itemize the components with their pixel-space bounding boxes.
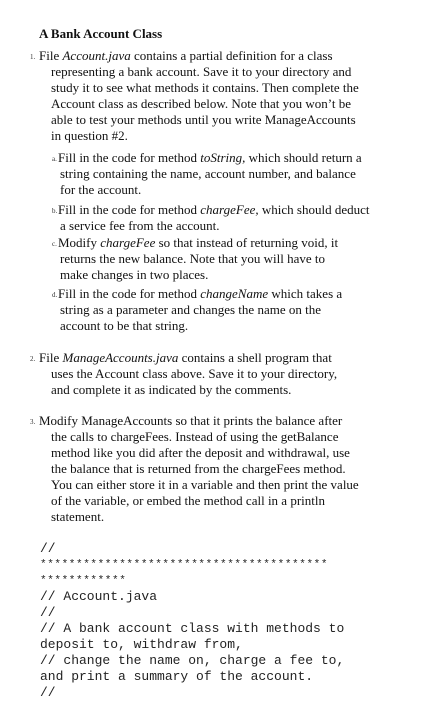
item-d-line-3: account to be that string.: [60, 318, 189, 333]
code-line: //: [40, 685, 56, 700]
question-3-text: [39, 413, 359, 525]
code-line: and print a summary of the account.: [40, 669, 314, 684]
question-1-line-3: study it to see what methods it contains. Then complete the: [51, 80, 359, 95]
question-1-line-2: representing a bank account. Save it to your directory and: [51, 64, 352, 79]
item-c-marker: c.: [52, 240, 57, 248]
item-b-line-2: a service fee from the account.: [60, 218, 220, 233]
code-line: ****************************************: [40, 559, 329, 571]
code-line: //: [40, 605, 56, 620]
item-a-line-3: for the account.: [60, 182, 142, 197]
item-c-text: [58, 235, 338, 283]
question-3-line-1: Modify ManageAccounts so that it prints the balance after: [39, 413, 343, 428]
code-line: deposit to, withdraw from,: [40, 637, 243, 652]
item-c-line-1: Modify chargeFee so that instead of returning void, it: [58, 235, 339, 250]
item-b-line-1: Fill in the code for method chargeFee, which should deduct: [58, 202, 370, 217]
item-b-marker: b.: [52, 207, 58, 215]
item-c-line-3: make changes in two places.: [60, 267, 209, 282]
code-listing: [40, 541, 344, 701]
item-d-line-2: string as a parameter and changes the name on the: [60, 302, 321, 317]
item-b-text: [58, 202, 369, 234]
item-d-line-1: Fill in the code for method changeName which takes a: [58, 286, 343, 301]
question-2-line-3: and complete it as indicated by the comments.: [51, 382, 292, 397]
question-3-line-3: method like you did after the deposit and withdrawal, use: [51, 445, 350, 460]
item-c-line-2: returns the new balance. Note that you will have to: [60, 251, 325, 266]
question-1-text: [39, 48, 359, 144]
question-1-line-6: in question #2.: [51, 128, 128, 143]
code-line: ************: [40, 575, 127, 587]
code-line: //: [40, 541, 56, 556]
item-d-marker: d.: [52, 291, 58, 299]
page-title: A Bank Account Class: [39, 26, 163, 41]
question-1-line-1: File Account.java contains a partial definition for a class: [39, 48, 333, 63]
question-2-line-1: File ManageAccounts.java contains a shell program that: [39, 350, 332, 365]
item-a-marker: a.: [52, 155, 57, 163]
question-1-line-5: able to test your methods until you write ManageAccounts: [51, 112, 356, 127]
code-line: // Account.java: [40, 589, 158, 604]
question-3-number: 3.: [30, 418, 36, 426]
question-3-line-7: statement.: [51, 509, 105, 524]
question-1-line-4: Account class as described below. Note that you won’t be: [51, 96, 352, 111]
question-2-number: 2.: [30, 355, 36, 363]
question-3-line-6: of the variable, or embed the method call in a println: [51, 493, 325, 508]
item-d-text: [58, 286, 342, 334]
code-line: // change the name on, charge a fee to,: [40, 653, 345, 668]
question-2-text: [39, 350, 337, 398]
question-1-number: 1.: [30, 53, 36, 61]
question-3-line-5: You can either store it in a variable and then print the value: [51, 477, 359, 492]
question-2-line-2: uses the Account class above. Save it to your directory,: [51, 366, 338, 381]
question-3-line-4: the balance that is returned from the chargeFees method.: [51, 461, 346, 476]
code-line: // A bank account class with methods to: [40, 621, 345, 636]
item-a-line-1: Fill in the code for method toString, which should return a: [58, 150, 362, 165]
question-3-line-2: the calls to chargeFees. Instead of using the getBalance: [51, 429, 339, 444]
item-a-line-2: string containing the name, account number, and balance: [60, 166, 356, 181]
item-a-text: [58, 150, 362, 198]
